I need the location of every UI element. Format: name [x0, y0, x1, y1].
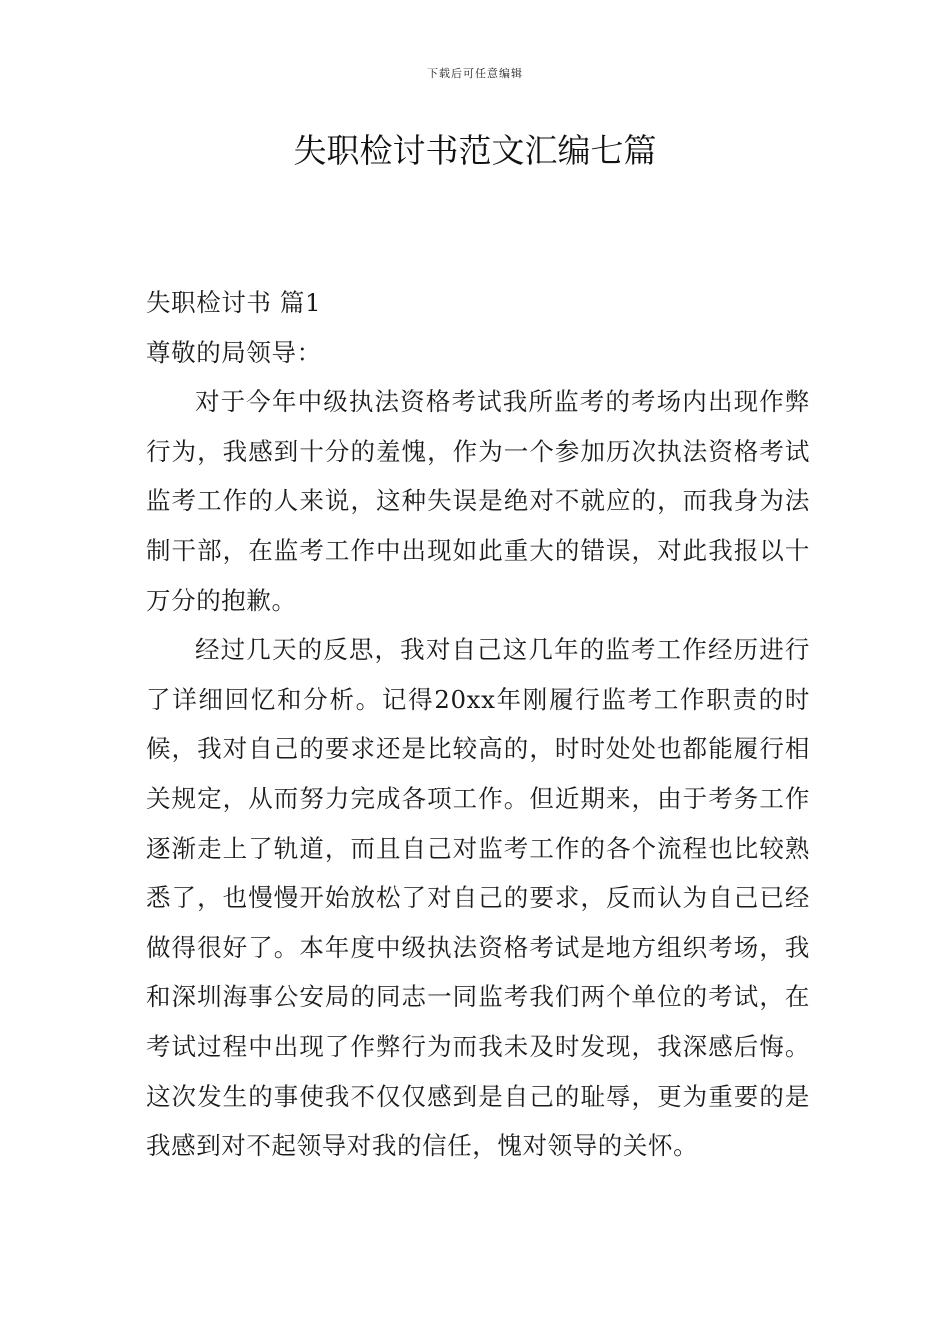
document-title: 失职检讨书范文汇编七篇: [293, 131, 657, 170]
header-note: 下载后可任意编辑: [427, 67, 523, 80]
body-paragraph-2: 经过几天的反思，我对自己这几年的监考工作经历进行了详细回忆和分析。记得20xx年刚履行监考工作职责的时候，我对自己的要求还是比较高的，时时处处也都能履行相关规定，从而努力完成各项工作。但近期来，由于考务工作逐渐走上了轨道，而且自己对监考工作的各个流程也比较熟悉了，也慢慢开始放松了对自己的要求，反而认为自己已经做得很好了。本年度中级执法资格考试是地方组织考场，我和深圳海事公安局的同志一同监考我们两个单位的考试，在考试过程中出现了作弊行为而我未及时发现，我深感后悔。这次发生的事使我不仅仅感到是自己的耻辱，更为重要的是我感到对不起领导对我的信任，愧对领导的关怀。: [146, 635, 810, 1161]
section-heading: 失职检讨书 篇1: [146, 288, 322, 317]
document-body: [146, 278, 810, 1171]
body-paragraph-1: 对于今年中级执法资格考试我所监考的考场内出现作弊行为，我感到十分的羞愧，作为一个参加历次执法资格考试监考工作的人来说，这种失误是绝对不就应的，而我身为法制干部，在监考工作中出现如此重大的错误，对此我报以十万分的抱歉。: [146, 387, 810, 615]
salutation: 尊敬的局领导：: [146, 337, 322, 367]
